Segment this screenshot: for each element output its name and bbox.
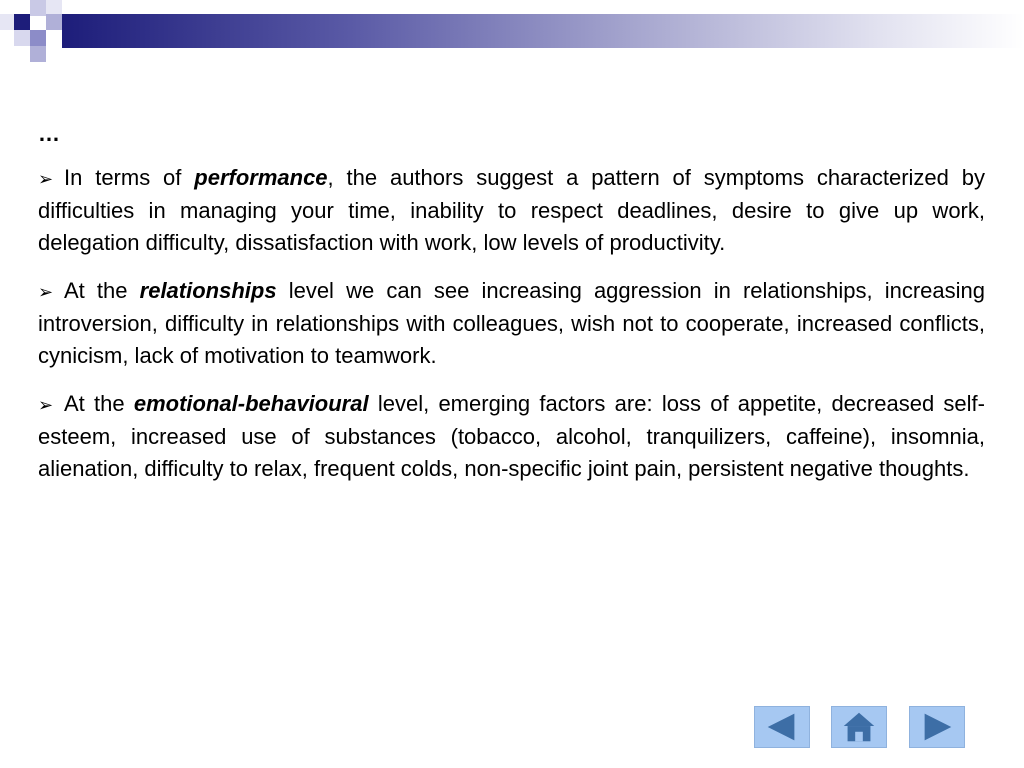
- header-square: [46, 14, 62, 30]
- bullet-relationships: [38, 275, 985, 372]
- header-square: [46, 0, 62, 14]
- bullet-text-before: At the: [64, 391, 134, 416]
- bullet-emotional-behavioural: [38, 388, 985, 485]
- header-square: [14, 30, 30, 46]
- bullet-keyword: emotional-behavioural: [133, 391, 369, 416]
- home-button[interactable]: [831, 706, 887, 748]
- bullet-text-before: In terms of: [64, 165, 195, 190]
- left-arrow-icon: [755, 707, 809, 747]
- bullet-performance: [38, 162, 985, 259]
- home-icon: [832, 707, 886, 747]
- bullet-arrow-icon: ➢: [38, 282, 54, 302]
- previous-slide-button[interactable]: [754, 706, 810, 748]
- next-slide-button[interactable]: [909, 706, 965, 748]
- right-arrow-icon: [910, 707, 964, 747]
- header-decoration: [0, 0, 1024, 62]
- header-square: [30, 0, 46, 16]
- header-square: [14, 14, 30, 30]
- bullet-text-after: , the authors suggest a pattern of symptoms characterized by difficulties in managing your time, inability to respect deadlines, desire to give up work, delegation difficulty, dissatisfaction with work, low levels of productivity.: [38, 165, 985, 255]
- header-square: [30, 46, 46, 62]
- bullet-text-after: level, emerging factors are: loss of appetite, decreased self-esteem, increased use of substances (tobacco, alcohol, tranquilizers, caffeine), insomnia, alienation, difficulty to relax, frequent colds, non-specific joint pain, persistent negative thoughts.: [38, 391, 985, 481]
- bullet-keyword: relationships: [139, 278, 277, 303]
- header-gradient-bar: [62, 14, 1024, 48]
- bullet-text-after: level we can see increasing aggression in relationships, increasing introversion, difficulty in relationships with colleagues, wish not to cooperate, increased conflicts, cynicism, lack of motivation to teamwork.: [38, 278, 985, 368]
- bullet-arrow-icon: ➢: [38, 169, 54, 189]
- header-square: [0, 14, 14, 30]
- header-square: [30, 30, 46, 46]
- bullet-arrow-icon: ➢: [38, 395, 54, 415]
- bullet-text-before: At the: [64, 278, 140, 303]
- continuation-marker: …: [38, 121, 60, 146]
- slide-content: [38, 120, 985, 501]
- bullet-keyword: performance: [194, 165, 328, 190]
